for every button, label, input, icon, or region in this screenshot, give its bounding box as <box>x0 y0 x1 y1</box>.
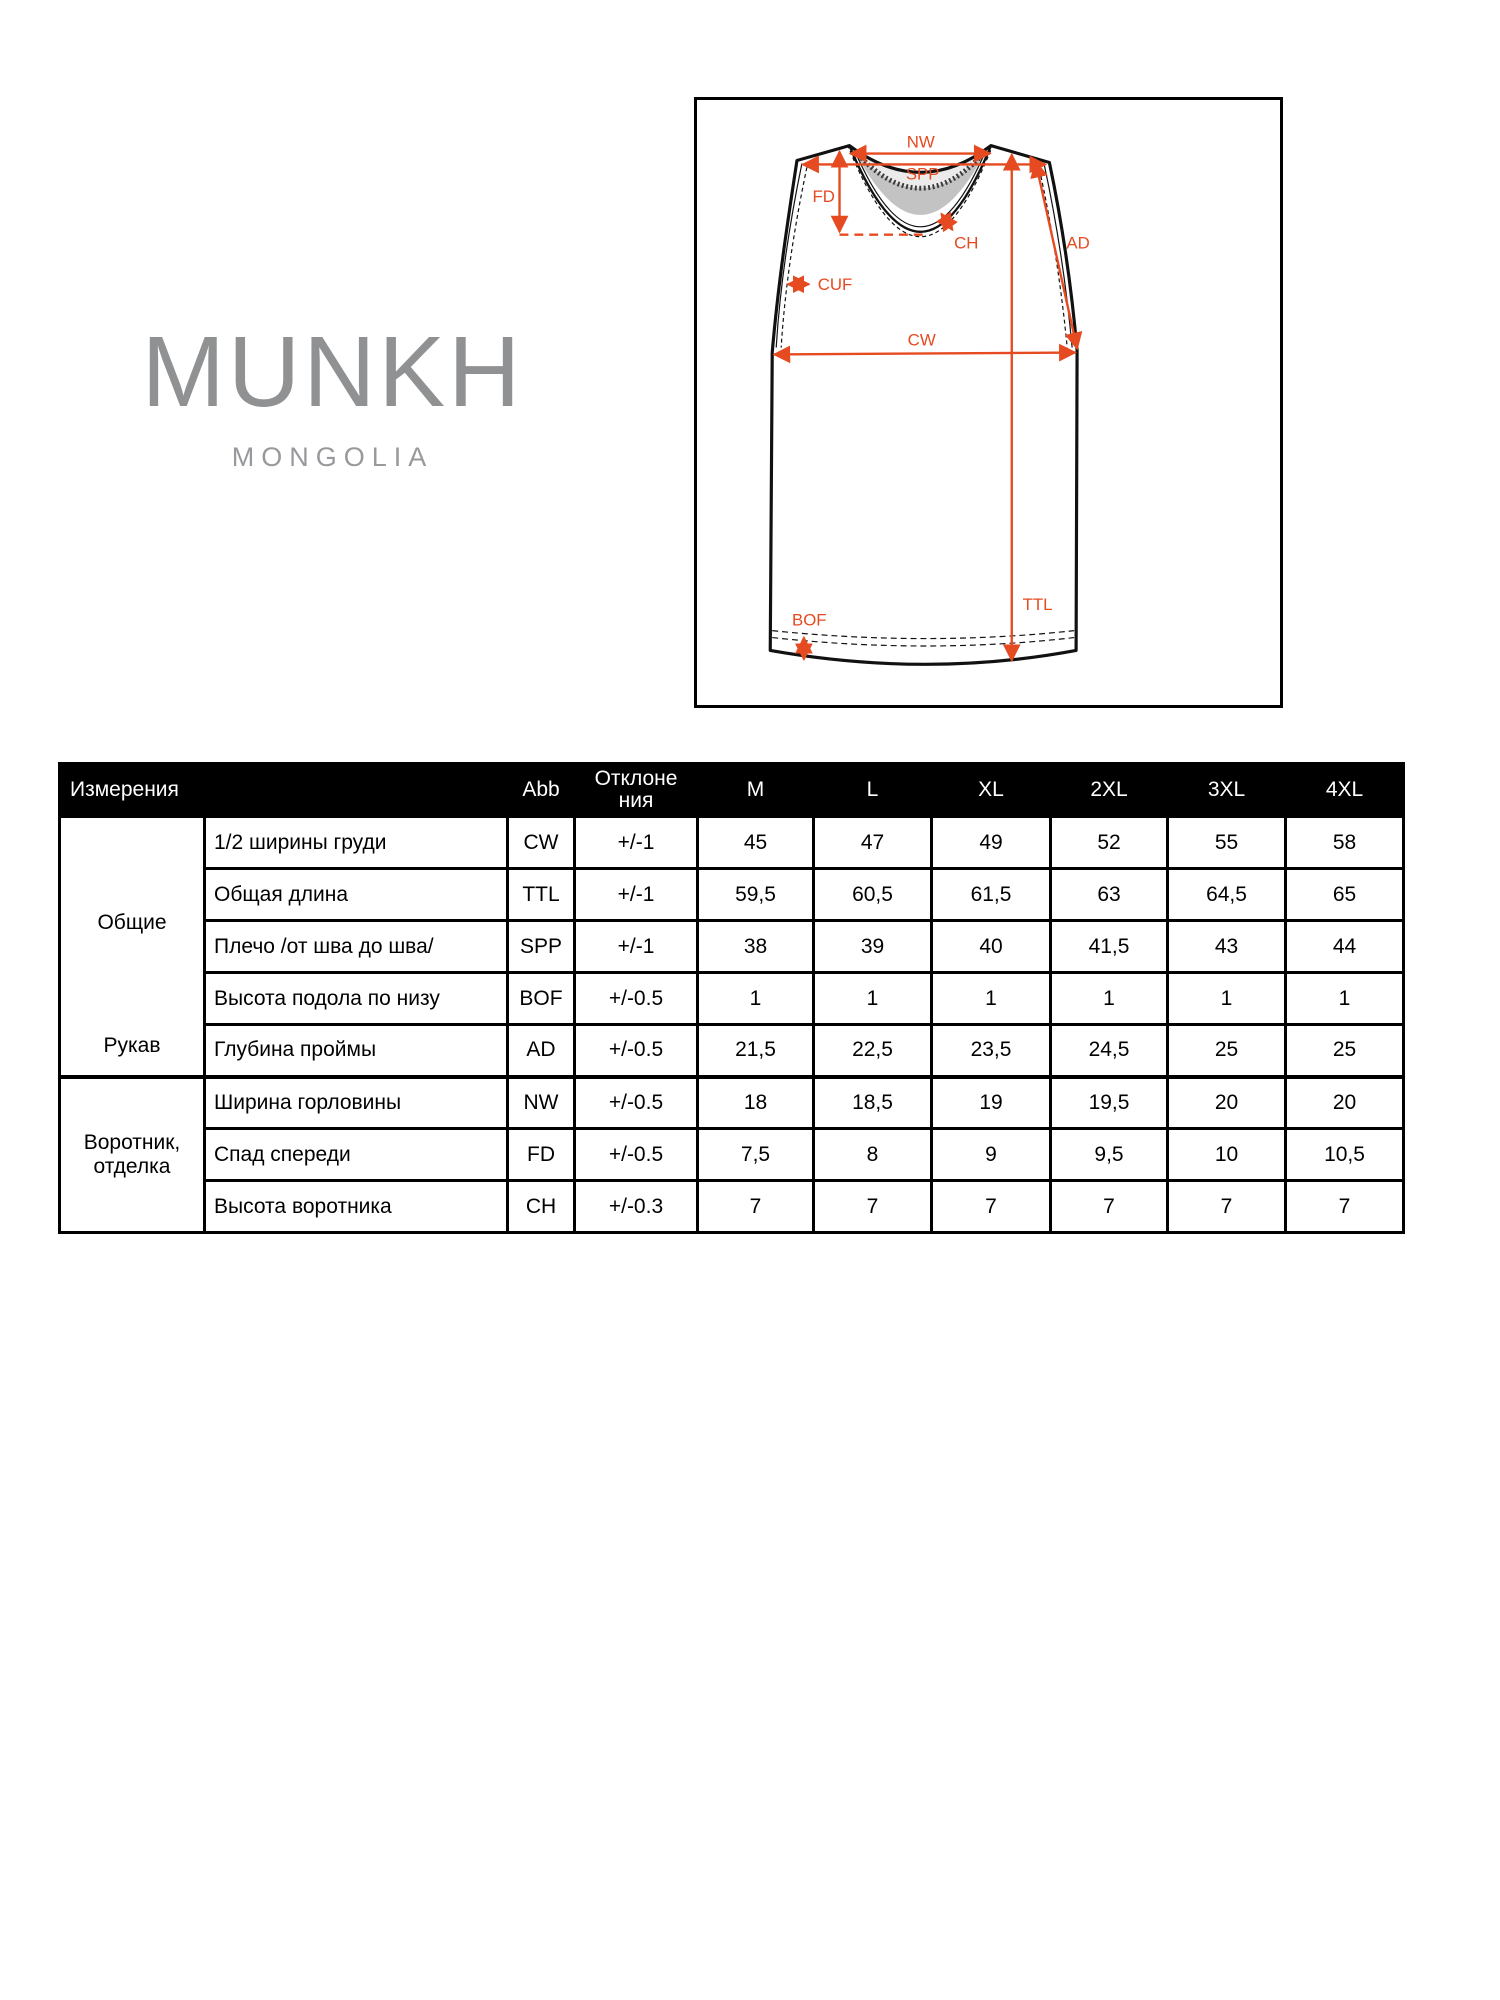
table-row <box>60 973 1404 1025</box>
cell-value: 61,5 <box>932 869 1051 921</box>
cell-value: 55 <box>1168 817 1286 869</box>
cell-value: 1 <box>698 973 814 1025</box>
header-abb: Abb <box>508 764 575 817</box>
table-row <box>60 1181 1404 1233</box>
row-label: Ширина горловины <box>205 1077 508 1129</box>
row-tolerance: +/-1 <box>575 921 698 973</box>
cell-value: 21,5 <box>698 1025 814 1077</box>
header-size-xl: XL <box>932 764 1051 817</box>
cell-value: 9 <box>932 1129 1051 1181</box>
cell-value: 1 <box>1286 973 1404 1025</box>
row-tolerance: +/-0.5 <box>575 1129 698 1181</box>
cell-value: 64,5 <box>1168 869 1286 921</box>
brand-logo <box>95 316 570 472</box>
header-tolerance-line2: ния <box>618 789 654 812</box>
row-tolerance: +/-1 <box>575 869 698 921</box>
group-cell-collar: Воротник, отделка <box>60 1077 205 1233</box>
tank-top-technical-drawing <box>697 100 1280 705</box>
cell-value: 7 <box>1286 1181 1404 1233</box>
cell-value: 7 <box>1168 1181 1286 1233</box>
header-row <box>60 764 1404 817</box>
cell-value: 40 <box>932 921 1051 973</box>
cell-value: 18,5 <box>814 1077 932 1129</box>
cell-value: 23,5 <box>932 1025 1051 1077</box>
garment-outline <box>770 145 1077 665</box>
table-row <box>60 1077 1404 1129</box>
row-tolerance: +/-0.5 <box>575 973 698 1025</box>
header-size-m: M <box>698 764 814 817</box>
header-tolerance-line1: Отклоне <box>594 767 678 790</box>
cell-value: 49 <box>932 817 1051 869</box>
cell-value: 7 <box>698 1181 814 1233</box>
row-abb: TTL <box>508 869 575 921</box>
cell-value: 19,5 <box>1051 1077 1168 1129</box>
row-tolerance: +/-0.5 <box>575 1025 698 1077</box>
cell-value: 43 <box>1168 921 1286 973</box>
header-size-2xl: 2XL <box>1051 764 1168 817</box>
cell-value: 22,5 <box>814 1025 932 1077</box>
row-label: Общая длина <box>205 869 508 921</box>
cuf-label: CUF <box>817 275 853 295</box>
header-size-3xl: 3XL <box>1168 764 1286 817</box>
cell-value: 25 <box>1286 1025 1404 1077</box>
cell-value: 45 <box>698 817 814 869</box>
cell-value: 25 <box>1168 1025 1286 1077</box>
row-abb: AD <box>508 1025 575 1077</box>
cell-value: 63 <box>1051 869 1168 921</box>
cell-value: 18 <box>698 1077 814 1129</box>
cell-value: 41,5 <box>1051 921 1168 973</box>
row-label: 1/2 ширины груди <box>205 817 508 869</box>
cell-value: 1 <box>814 973 932 1025</box>
cell-value: 19 <box>932 1077 1051 1129</box>
cell-value: 38 <box>698 921 814 973</box>
size-chart-table <box>58 762 1405 1234</box>
nw-label: NW <box>906 132 935 152</box>
brand-name: MUNKH <box>141 316 524 428</box>
cell-value: 7,5 <box>698 1129 814 1181</box>
spp-label: SPP <box>905 164 940 184</box>
garment-diagram-frame <box>694 97 1283 708</box>
cell-value: 1 <box>932 973 1051 1025</box>
row-tolerance: +/-0.5 <box>575 1077 698 1129</box>
cell-value: 60,5 <box>814 869 932 921</box>
table-row <box>60 1025 1404 1077</box>
group-cell-general-sleeve <box>60 817 205 1077</box>
cell-value: 10 <box>1168 1129 1286 1181</box>
cw-label: CW <box>907 330 936 350</box>
cell-value: 1 <box>1051 973 1168 1025</box>
cell-value: 7 <box>1051 1181 1168 1233</box>
brand-country: MONGOLIA <box>231 442 434 472</box>
fd-label: FD <box>812 187 835 207</box>
row-label: Высота подола по низу <box>205 973 508 1025</box>
ch-label: CH <box>954 233 979 253</box>
row-abb: CW <box>508 817 575 869</box>
cell-value: 10,5 <box>1286 1129 1404 1181</box>
cell-value: 1 <box>1168 973 1286 1025</box>
cell-value: 39 <box>814 921 932 973</box>
cell-value: 7 <box>932 1181 1051 1233</box>
table-row <box>60 1129 1404 1181</box>
table-row <box>60 869 1404 921</box>
row-label: Высота воротника <box>205 1181 508 1233</box>
row-abb: BOF <box>508 973 575 1025</box>
cell-value: 20 <box>1286 1077 1404 1129</box>
table-row <box>60 817 1404 869</box>
row-abb: FD <box>508 1129 575 1181</box>
cell-value: 65 <box>1286 869 1404 921</box>
group-label-general: Общие <box>97 911 167 935</box>
cell-value: 8 <box>814 1129 932 1181</box>
group-label-sleeve: Рукав <box>103 1034 161 1058</box>
cell-value: 47 <box>814 817 932 869</box>
bof-label: BOF <box>792 610 827 630</box>
row-label: Спад спереди <box>205 1129 508 1181</box>
row-label: Плечо /от шва до шва/ <box>205 921 508 973</box>
cell-value: 44 <box>1286 921 1404 973</box>
header-measurements: Измерения <box>60 764 508 817</box>
ad-label: AD <box>1066 233 1090 253</box>
cell-value: 20 <box>1168 1077 1286 1129</box>
row-tolerance: +/-0.3 <box>575 1181 698 1233</box>
table-row <box>60 921 1404 973</box>
ttl-label: TTL <box>1022 594 1053 614</box>
cell-value: 24,5 <box>1051 1025 1168 1077</box>
cell-value: 52 <box>1051 817 1168 869</box>
cell-value: 9,5 <box>1051 1129 1168 1181</box>
header-tolerance <box>575 764 698 817</box>
header-size-l: L <box>814 764 932 817</box>
cell-value: 59,5 <box>698 869 814 921</box>
header-size-4xl: 4XL <box>1286 764 1404 817</box>
cell-value: 58 <box>1286 817 1404 869</box>
row-label: Глубина проймы <box>205 1025 508 1077</box>
row-abb: SPP <box>508 921 575 973</box>
cell-value: 7 <box>814 1181 932 1233</box>
row-tolerance: +/-1 <box>575 817 698 869</box>
row-abb: NW <box>508 1077 575 1129</box>
row-abb: CH <box>508 1181 575 1233</box>
